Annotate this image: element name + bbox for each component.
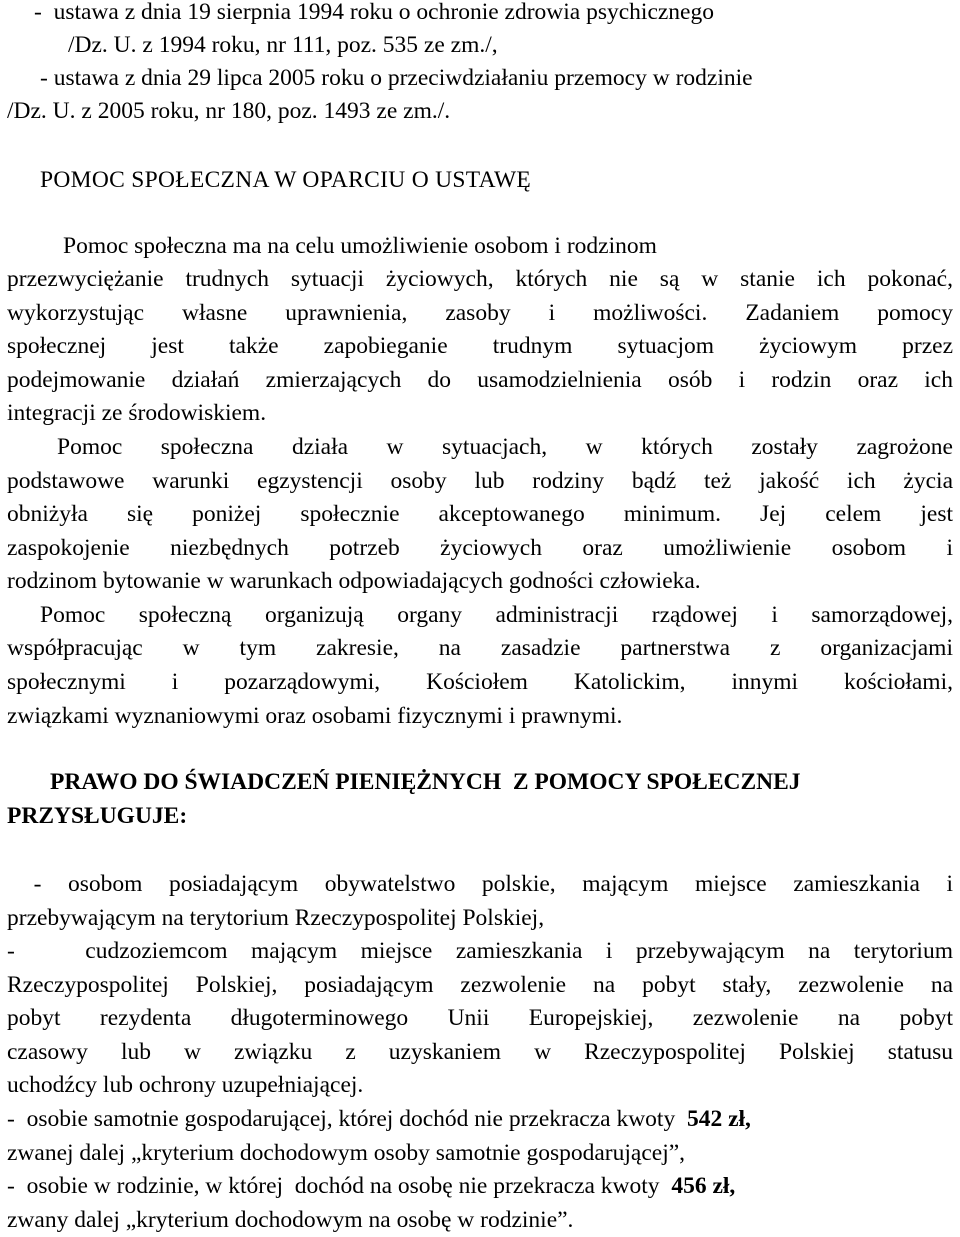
paragraph-line: Pomoc społeczna działa w sytuacjach, w których zostały zagrożone	[57, 434, 953, 460]
paragraph-line: rodzinom bytowanie w warunkach odpowiadających godności człowieka.	[7, 568, 701, 594]
paragraph-line: podejmowanie działań zmierzających do usamodzielnienia osób i rodzin oraz ich	[7, 367, 953, 393]
paragraph-line: Pomoc społeczna ma na celu umożliwienie osobom i rodzinom	[63, 233, 657, 259]
criterion-amount-family: 456 zł,	[671, 1173, 736, 1199]
law-ref-line: - ustawa z dnia 29 lipca 2005 roku o przeciwdziałaniu przemocy w rodzinie	[40, 65, 753, 91]
section-heading-prawo: PRAWO DO ŚWIADCZEŃ PIENIĘŻNYCH Z POMOCY SPOŁECZNEJ	[50, 769, 801, 795]
law-ref-line: /Dz. U. z 2005 roku, nr 180, poz. 1493 ze zm./.	[7, 98, 451, 124]
criterion-definition: zwany dalej „kryterium dochodowym na osobę w rodzinie”.	[7, 1207, 574, 1233]
eligibility-line: - cudzoziemcom mającym miejsce zamieszkania i przebywającym na terytorium	[7, 938, 953, 964]
section-heading-prawo-cont: PRZYSŁUGUJE:	[7, 803, 188, 829]
eligibility-line: przebywającym na terytorium Rzeczypospolitej Polskiej,	[7, 905, 545, 931]
eligibility-line: pobyt rezydenta długoterminowego Unii Europejskiej, zezwolenie na pobyt	[7, 1005, 953, 1031]
eligibility-line: Rzeczypospolitej Polskiej, posiadającym zezwolenie na pobyt stały, zezwolenie na	[7, 972, 953, 998]
paragraph-line: wykorzystując własne uprawnienia, zasoby i możliwości. Zadaniem pomocy	[7, 300, 953, 326]
income-criterion-family	[7, 1170, 735, 1203]
paragraph-line: współpracując w tym zakresie, na zasadzie partnerstwa z organizacjami	[7, 635, 953, 661]
section-heading-pomoc: POMOC SPOŁECZNA W OPARCIU O USTAWĘ	[40, 167, 532, 193]
eligibility-line: uchodźcy lub ochrony uzupełniającej.	[7, 1072, 364, 1098]
eligibility-line: czasowy lub w związku z uzyskaniem w Rzeczypospolitej Polskiej statusu	[7, 1039, 953, 1065]
paragraph-line: podstawowe warunki egzystencji osoby lub rodziny bądź też jakość ich życia	[7, 468, 953, 494]
income-criterion-single	[7, 1103, 751, 1136]
criterion-amount-single: 542 zł,	[686, 1106, 751, 1132]
paragraph-line: integracji ze środowiskiem.	[7, 400, 267, 426]
criterion-text: - osobie w rodzinie, w której dochód na osobę nie przekracza kwoty	[7, 1173, 672, 1199]
paragraph-line: Pomoc społeczną organizują organy administracji rządowej i samorządowej,	[40, 602, 953, 628]
paragraph-line: związkami wyznaniowymi oraz osobami fizycznymi i prawnymi.	[7, 703, 623, 729]
paragraph-line: zaspokojenie niezbędnych potrzeb życiowych oraz umożliwienie osobom i	[7, 535, 953, 561]
law-ref-line: - ustawa z dnia 19 sierpnia 1994 roku o ochronie zdrowia psychicznego	[34, 0, 714, 25]
paragraph-line: społecznymi i pozarządowymi, Kościołem Katolickim, innymi kościołami,	[7, 669, 953, 695]
paragraph-line: społecznej jest także zapobieganie trudnym sytuacjom życiowym przez	[7, 333, 953, 359]
criterion-definition: zwanej dalej „kryterium dochodowym osoby samotnie gospodarującej”,	[7, 1140, 686, 1166]
law-ref-line: /Dz. U. z 1994 roku, nr 111, poz. 535 ze zm./,	[68, 32, 498, 58]
paragraph-line: obniżyła się poniżej społecznie akceptowanego minimum. Jej celem jest	[7, 501, 953, 527]
paragraph-line: przezwyciężanie trudnych sytuacji życiowych, których nie są w stanie ich pokonać,	[7, 266, 953, 292]
eligibility-line: - osobom posiadającym obywatelstwo polskie, mającym miejsce zamieszkania i	[7, 871, 953, 897]
criterion-text: - osobie samotnie gospodarującej, której dochód nie przekracza kwoty	[7, 1106, 687, 1132]
